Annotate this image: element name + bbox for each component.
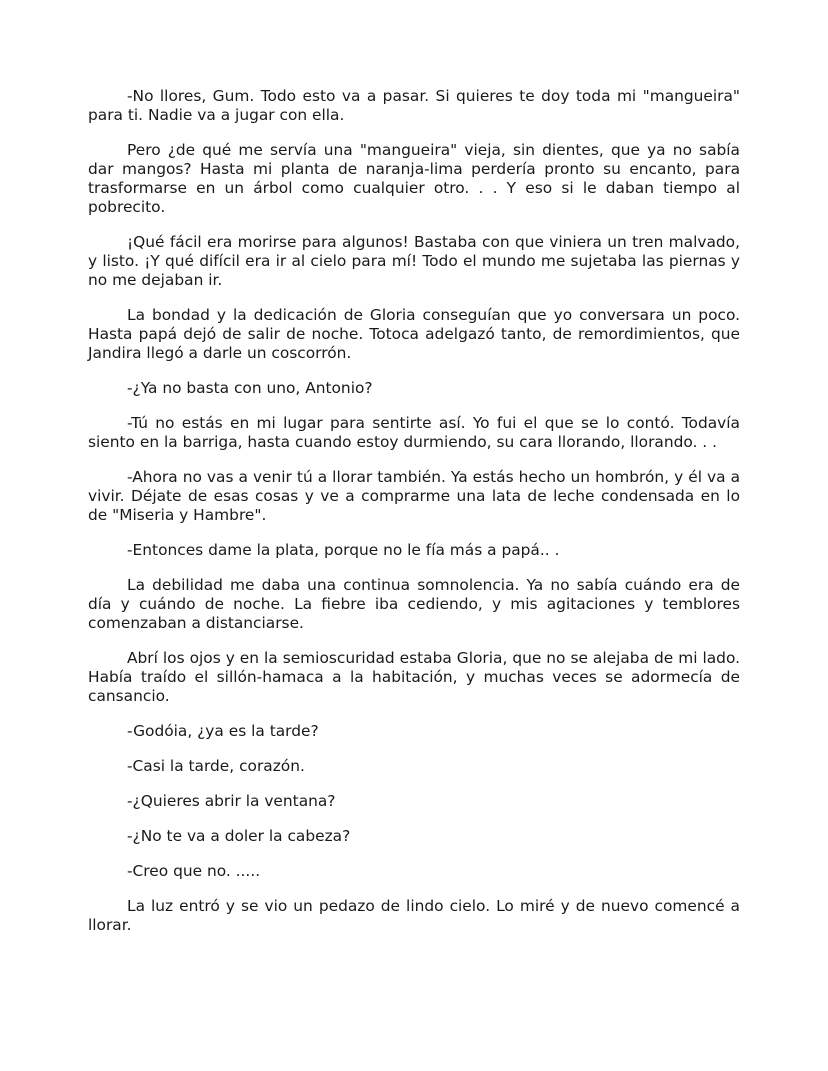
paragraph-5: -¿Ya no basta con uno, Antonio? [127, 379, 373, 397]
paragraph-7: -Ahora no vas a venir tú a llorar también. Ya estás hecho un hombrón, y él va a vivir. Déjate de esas cosas y ve a comprarme una lata de leche condensada en lo de "Miseria y Hambre". [88, 468, 740, 524]
paragraph-9: La debilidad me daba una continua somnolencia. Ya no sabía cuándo era de día y cuándo de noche. La fiebre iba cediendo, y mis agitaciones y temblores comenzaban a distanciarse. [88, 576, 740, 632]
paragraph-1: -No llores, Gum. Todo esto va a pasar. Si quieres te doy toda mi "mangueira" para ti. Nadie va a jugar con ella. [88, 87, 740, 124]
paragraph-8: -Entonces dame la plata, porque no le fía más a papá.. . [127, 541, 560, 559]
paragraph-10: Abrí los ojos y en la semioscuridad estaba Gloria, que no se alejaba de mi lado. Había traído el sillón-hamaca a la habitación, y muchas veces se adormecía de cansancio. [88, 649, 740, 705]
paragraph-2: Pero ¿de qué me servía una "mangueira" vieja, sin dientes, que ya no sabía dar mangos? Hasta mi planta de naranja-lima perdería pronto su encanto, para trasformarse en un árbol como cualquier otro. . . Y eso si le daban tiempo al pobrecito. [88, 141, 740, 216]
paragraph-11: -Godóia, ¿ya es la tarde? [127, 722, 319, 740]
paragraph-12: -Casi la tarde, corazón. [127, 757, 305, 775]
paragraph-13: -¿Quieres abrir la ventana? [127, 792, 336, 810]
paragraph-14: -¿No te va a doler la cabeza? [127, 827, 351, 845]
paragraph-6: -Tú no estás en mi lugar para sentirte así. Yo fui el que se lo contó. Todavía siento en la barriga, hasta cuando estoy durmiendo, su cara llorando, llorando. . . [88, 414, 740, 451]
paragraph-4: La bondad y la dedicación de Gloria conseguían que yo conversara un poco. Hasta papá dejó de salir de noche. Totoca adelgazó tanto, de remordimientos, que Jandira llegó a darle un coscorrón. [88, 306, 740, 362]
document-page [88, 87, 740, 951]
paragraph-3: ¡Qué fácil era morirse para algunos! Bastaba con que viniera un tren malvado, y listo. ¡Y qué difícil era ir al cielo para mí! Todo el mundo me sujetaba las piernas y no me dejaban ir. [88, 233, 740, 289]
paragraph-16: La luz entró y se vio un pedazo de lindo cielo. Lo miré y de nuevo comencé a llorar. [88, 897, 740, 934]
paragraph-15: -Creo que no. ..... [127, 862, 261, 880]
